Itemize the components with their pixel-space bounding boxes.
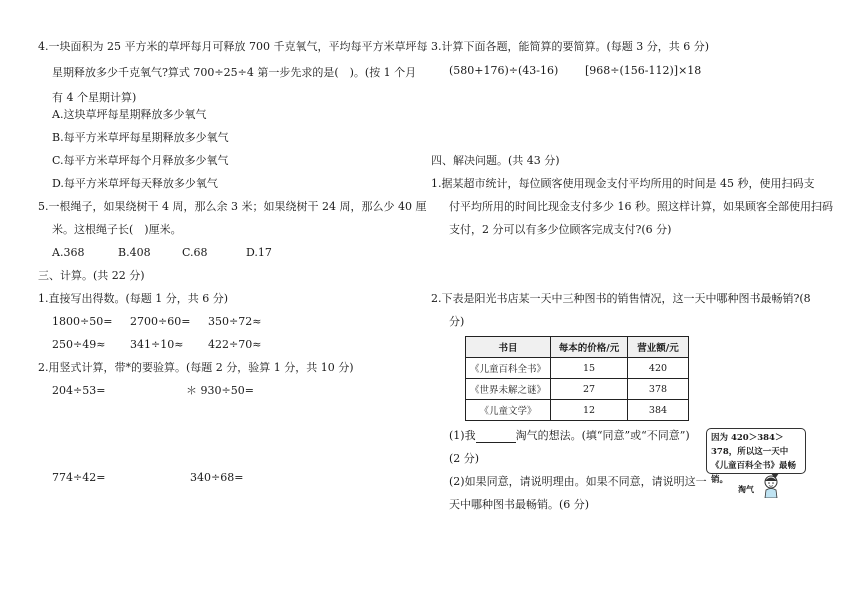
c2-item-c: 774÷42= [52,471,106,484]
c1-title: 1.直接写出得数。(每题 1 分，共 6 分) [38,292,229,305]
table-header: 营业额/元 [628,337,689,358]
q4-line1: 4.一块面积为 25 平方米的草坪每月可释放 700 千克氧气，平均每平方米草坪每 [38,40,428,53]
c1-item-c: 350÷72≈ [208,315,262,328]
table-cell: 12 [551,400,628,421]
q4-line2: 星期释放多少千克氧气?算式 700÷25÷4 第一步先求的是( )。(按 1 个月 [52,66,417,79]
p2-sub1-suffix: 淘气的想法。(填“同意”或“不同意”) [515,429,690,442]
table-cell: 27 [551,379,628,400]
table-cell: 420 [628,358,689,379]
q5-line1: 5.一根绳子，如果绕树干 4 周，那么余 3 米；如果绕树干 24 周，那么少 40 厘 [38,200,427,213]
answer-blank[interactable] [476,432,516,443]
q5-option-c: C.68 [182,246,208,259]
speech-bubble [706,428,806,485]
table-header: 每本的价格/元 [551,337,628,358]
c2-title: 2.用竖式计算，带*的要验算。(每题 2 分，验算 1 分，共 10 分) [38,361,354,374]
p2-sub2-line2: 天中哪种图书最畅销。(6 分) [449,498,590,511]
c2-item-d: 340÷68= [190,471,244,484]
c1-item-f: 422÷70≈ [208,338,262,351]
p2-sub1-prefix: (1)我 [449,429,476,442]
speech-bubble-text: 因为 420＞384＞378，所以这一天中《儿童百科全书》最畅销。 [711,433,797,485]
c3-title: 3.计算下面各题，能简算的要简算。(每题 3 分，共 6 分) [431,40,710,53]
section-4-heading: 四、解决问题。(共 43 分) [431,154,560,167]
p1-line1: 1.据某超市统计，每位顾客使用现金支付平均所用的时间是 45 秒，使用扫码支 [431,177,815,190]
q4-option-b: B.每平方米草坪每星期释放多少氧气 [52,131,229,144]
table-row [466,379,689,400]
table-cell: 384 [628,400,689,421]
p2-sub1-score: (2 分) [449,452,480,465]
table-cell: 《儿童文学》 [466,400,551,421]
table-header-row [466,337,689,358]
q5-line2: 米。这根绳子长( )厘米。 [52,223,182,236]
c1-item-a: 1800÷50= [52,315,113,328]
c2-item-b: ＊ 930÷50= [186,384,254,397]
character-name: 淘气 [738,484,754,494]
boy-character-icon [760,474,782,498]
q4-option-a: A.这块草坪每星期释放多少氧气 [52,108,207,121]
table-cell: 15 [551,358,628,379]
q4-line3: 有 4 个星期计算) [52,91,137,104]
table-cell: 《儿童百科全书》 [466,358,551,379]
p1-line2: 付平均所用的时间比现金支付多少 16 秒。照这样计算，如果顾客全部使用扫码 [449,200,833,213]
table-header: 书目 [466,337,551,358]
c3-item-b: [968÷(156-112)]×18 [585,64,702,77]
p2-line2: 分) [449,315,465,328]
table-row [466,400,689,421]
section-3-heading: 三、计算。(共 22 分) [38,269,145,282]
table-cell: 378 [628,379,689,400]
table-cell: 《世界未解之谜》 [466,379,551,400]
q4-option-c: C.每平方米草坪每个月释放多少氧气 [52,154,229,167]
p2-line1: 2.下表是阳光书店某一天中三种图书的销售情况，这一天中哪种图书最畅销?(8 [431,292,811,305]
sales-table [465,336,689,421]
q5-option-a: A.368 [52,246,85,259]
p2-sub1 [449,429,690,443]
q4-option-d: D.每平方米草坪每天释放多少氧气 [52,177,218,190]
c2-item-a: 204÷53= [52,384,106,397]
c3-item-a: (580+176)÷(43-16) [449,64,559,77]
p1-line3: 支付，2 分可以有多少位顾客完成支付?(6 分) [449,223,672,236]
c1-item-b: 2700÷60= [130,315,191,328]
c1-item-d: 250÷49≈ [52,338,106,351]
table-row [466,358,689,379]
q5-option-d: D.17 [246,246,272,259]
p2-sub2-line1: (2)如果同意，请说明理由。如果不同意，请说明这一 [449,475,707,488]
c1-item-e: 341÷10≈ [130,338,184,351]
q5-option-b: B.408 [118,246,151,259]
